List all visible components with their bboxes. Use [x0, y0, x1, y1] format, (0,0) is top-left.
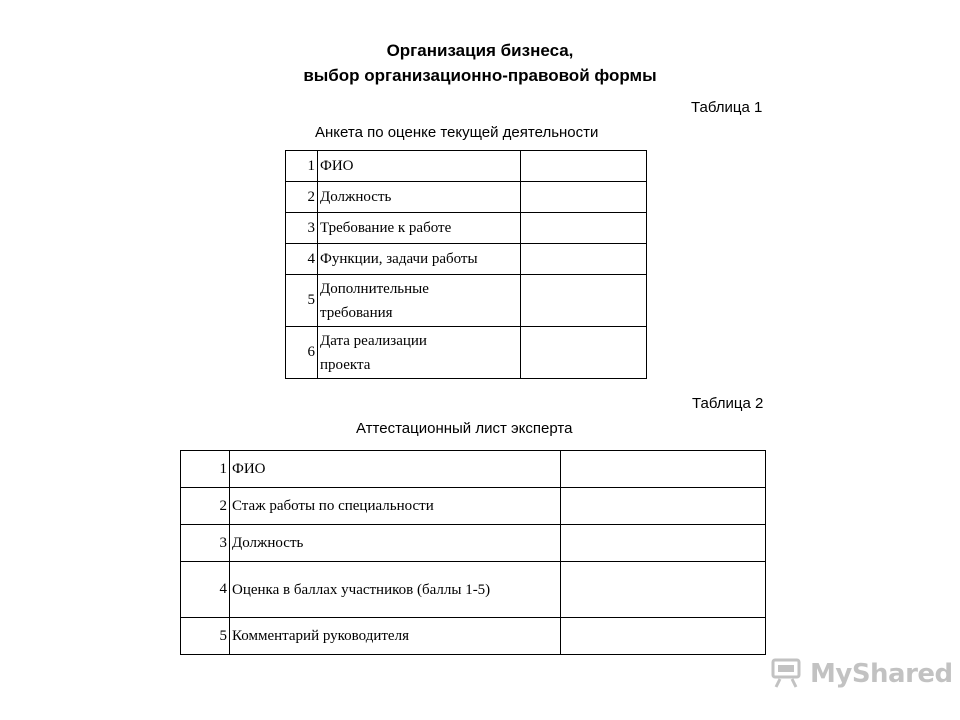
- row-number: 5: [181, 618, 230, 655]
- value-cell: [561, 618, 766, 655]
- row-number: 1: [286, 151, 318, 182]
- row-label-line: Дополнительные: [320, 280, 429, 297]
- value-cell: [521, 275, 647, 327]
- row-label: ФИО: [230, 451, 561, 488]
- row-number: 6: [286, 327, 318, 379]
- row-label: Комментарий руководителя: [230, 618, 561, 655]
- table1-label: Таблица 1: [691, 99, 763, 116]
- value-cell: [521, 182, 647, 213]
- row-label: [318, 275, 521, 327]
- row-label: Должность: [318, 182, 521, 213]
- table-row: [286, 151, 647, 182]
- row-label: Должность: [230, 525, 561, 562]
- row-label-line: проекта: [320, 356, 371, 373]
- table-row: [286, 213, 647, 244]
- row-number: 5: [286, 275, 318, 327]
- row-label: [318, 327, 521, 379]
- value-cell: [521, 213, 647, 244]
- table-row: [181, 618, 766, 655]
- value-cell: [521, 244, 647, 275]
- value-cell: [561, 525, 766, 562]
- title-line-2: выбор организационно-правовой формы: [303, 66, 657, 85]
- value-cell: [521, 327, 647, 379]
- row-number: 4: [181, 562, 230, 618]
- table2: [180, 450, 766, 655]
- value-cell: [561, 488, 766, 525]
- row-label: Стаж работы по специальности: [230, 488, 561, 525]
- value-cell: [561, 562, 766, 618]
- title-line-1: Организация бизнеса,: [386, 41, 574, 60]
- row-label-line: требования: [320, 304, 393, 321]
- table-row: [181, 488, 766, 525]
- row-label: Оценка в баллах участников (баллы 1-5): [230, 562, 561, 618]
- table-row: [286, 244, 647, 275]
- table-row: [286, 182, 647, 213]
- table-row: [286, 275, 647, 327]
- table1: [285, 150, 647, 379]
- table-row: [181, 525, 766, 562]
- projector-icon: [770, 655, 804, 694]
- row-label: Функции, задачи работы: [318, 244, 521, 275]
- row-number: 1: [181, 451, 230, 488]
- row-number: 2: [181, 488, 230, 525]
- table2-label: Таблица 2: [692, 395, 764, 412]
- row-number: 4: [286, 244, 318, 275]
- table1-caption: Анкета по оценке текущей деятельности: [315, 124, 599, 141]
- row-number: 3: [181, 525, 230, 562]
- row-label: Требование к работе: [318, 213, 521, 244]
- value-cell: [561, 451, 766, 488]
- table-row: [181, 451, 766, 488]
- table-row: [286, 327, 647, 379]
- watermark-text: MyShared: [810, 659, 953, 689]
- row-number: 2: [286, 182, 318, 213]
- row-label-line: Дата реализации: [320, 332, 427, 349]
- value-cell: [521, 151, 647, 182]
- row-number: 3: [286, 213, 318, 244]
- page-title: [0, 38, 960, 88]
- table2-caption: Аттестационный лист эксперта: [356, 420, 573, 437]
- watermark-logo: [770, 652, 953, 696]
- table-row: [181, 562, 766, 618]
- row-label: ФИО: [318, 151, 521, 182]
